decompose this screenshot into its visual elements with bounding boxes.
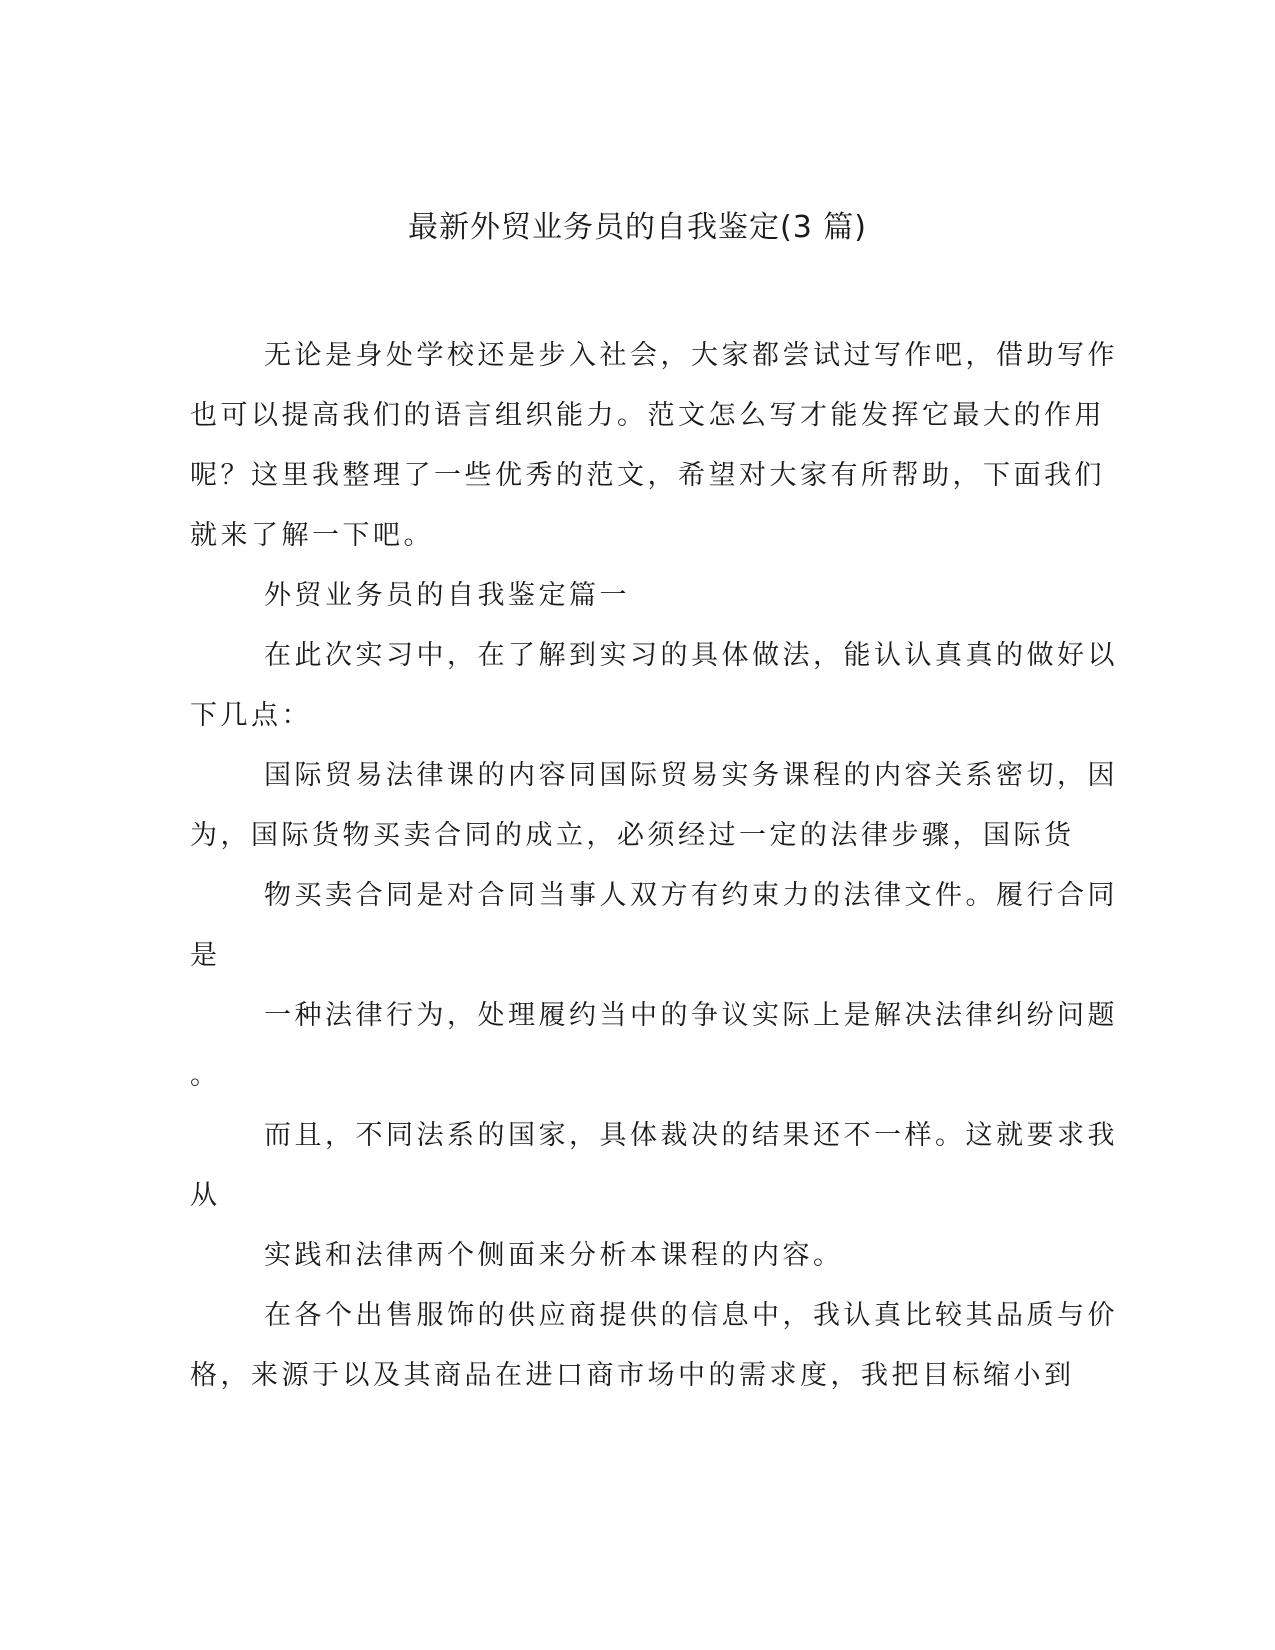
text-line: 而且，不同法系的国家，具体裁决的结果还不一样。这就要求我 bbox=[264, 1120, 1118, 1151]
text-line: 国际贸易法律课的内容同国际贸易实务课程的内容关系密切，因 bbox=[264, 760, 1118, 791]
text-line: 。 bbox=[190, 1060, 221, 1091]
document-title: 最新外贸业务员的自我鉴定(3 篇) bbox=[407, 210, 868, 245]
text-line: 在各个出售服饰的供应商提供的信息中，我认真比较其品质与价 bbox=[264, 1300, 1118, 1331]
text-line: 在此次实习中，在了解到实习的具体做法，能认认真真的做好以 bbox=[264, 640, 1118, 671]
document-body bbox=[190, 326, 1118, 1406]
text-line: 格，来源于以及其商品在进口商市场中的需求度，我把目标缩小到 bbox=[190, 1360, 1075, 1391]
section-heading: 外贸业务员的自我鉴定篇一 bbox=[264, 580, 630, 611]
text-line: 呢？这里我整理了一些优秀的范文，希望对大家有所帮助，下面我们 bbox=[190, 460, 1105, 491]
text-line: 为，国际货物买卖合同的成立，必须经过一定的法律步骤，国际货 bbox=[190, 820, 1075, 851]
text-line: 实践和法律两个侧面来分析本课程的内容。 bbox=[264, 1240, 844, 1271]
text-line: 一种法律行为，处理履约当中的争议实际上是解决法律纠纷问题 bbox=[264, 1000, 1118, 1031]
text-line: 无论是身处学校还是步入社会，大家都尝试过写作吧，借助写作 bbox=[264, 340, 1118, 371]
text-line: 是 bbox=[190, 940, 221, 971]
text-line: 从 bbox=[190, 1180, 221, 1211]
text-line: 物买卖合同是对合同当事人双方有约束力的法律文件。履行合同 bbox=[264, 880, 1118, 911]
text-line: 下几点： bbox=[190, 700, 312, 731]
text-line: 也可以提高我们的语言组织能力。范文怎么写才能发挥它最大的作用 bbox=[190, 400, 1105, 431]
text-line: 就来了解一下吧。 bbox=[190, 520, 434, 551]
